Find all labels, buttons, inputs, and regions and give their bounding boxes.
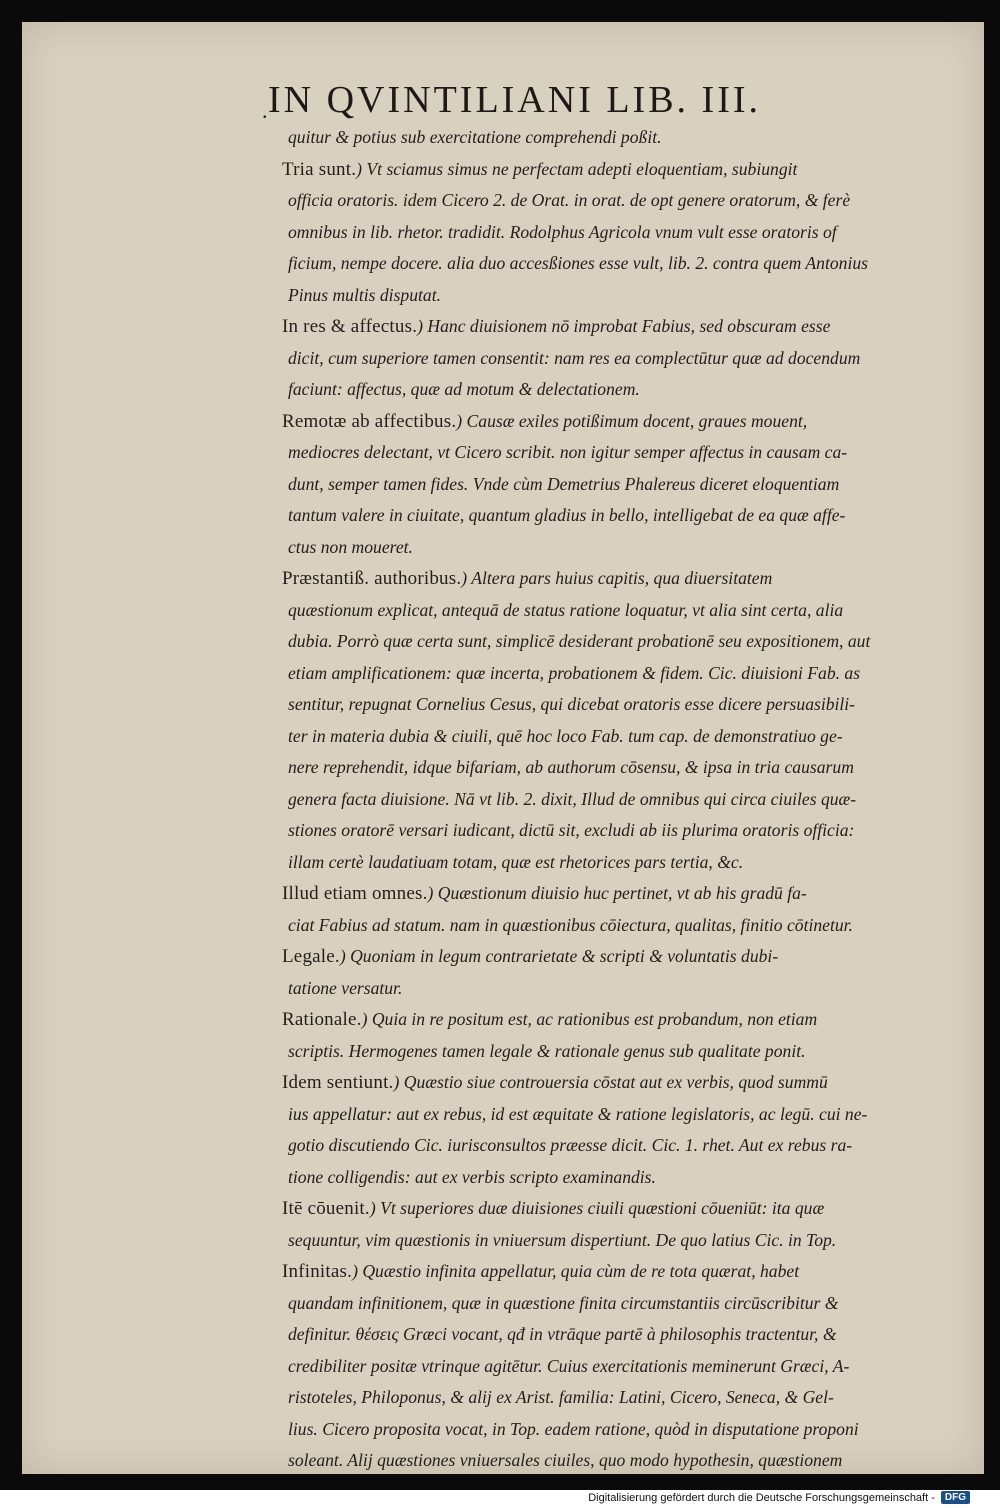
text-line xyxy=(288,1319,964,1351)
text-line xyxy=(282,311,964,343)
line-text: tione colligendis: aut ex verbis scripto examinandis. xyxy=(288,1166,656,1187)
line-text: definitur. θέσεις Græci vocant, qđ in vtrāque partē à philosophis tractentur, & xyxy=(288,1324,837,1344)
line-text: ) Altera pars huius capitis, qua diuersitatem xyxy=(461,568,773,588)
line-text: stiones oratorē versari iudicant, dictū sit, excludi ab iis plurima oratoris officia: xyxy=(288,820,855,840)
text-line xyxy=(288,1162,964,1194)
line-text: omnibus in lib. rhetor. tradidit. Rodolphus Agricola vnum vult esse oratoris of xyxy=(288,221,837,242)
text-line xyxy=(288,437,964,469)
line-text: ) Vt superiores duæ diuisiones ciuili quæstioni cōueniūt: ita quæ xyxy=(369,1198,825,1218)
line-text: Pinus multis disputat. xyxy=(288,284,441,305)
line-text: tantum valere in ciuitate, quantum gladius in bello, intelligebat de ea quæ affe- xyxy=(288,505,846,525)
line-text: ) Quæstio infinita appellatur, quia cùm de re tota quærat, habet xyxy=(352,1261,800,1281)
lemma: Illud etiam omnes. xyxy=(282,883,428,904)
text-line xyxy=(288,1382,964,1414)
commentary-text xyxy=(282,122,964,1477)
lemma: Itē cōuenit. xyxy=(282,1198,370,1219)
text-line xyxy=(288,1099,964,1131)
text-line xyxy=(282,1004,964,1036)
line-text: ) Quæstio siue controuersia cōstat aut ex verbis, quod summū xyxy=(393,1072,828,1092)
lemma: Infinitas. xyxy=(282,1261,353,1282)
digitization-credit xyxy=(588,1491,970,1504)
header-dot: . xyxy=(262,98,268,123)
line-text: sequuntur, vim quæstionis in vniuersum dispertiunt. De quo latius Cic. in Top. xyxy=(288,1229,837,1250)
text-line xyxy=(288,248,964,280)
text-line xyxy=(288,658,964,690)
text-line xyxy=(288,1288,964,1320)
line-text: mediocres delectant, vt Cicero scribit. non igitur semper affectus in causam ca- xyxy=(288,442,848,462)
lemma: Præstantiß. authoribus. xyxy=(282,568,462,589)
line-text: etiam amplificationem: quæ incerta, probationem & fidem. Cic. diuisioni Fab. as xyxy=(288,662,861,683)
text-line xyxy=(282,1256,964,1288)
text-line xyxy=(282,563,964,595)
text-line xyxy=(282,406,964,438)
text-line xyxy=(288,500,964,532)
text-line xyxy=(288,122,964,154)
lemma: Legale. xyxy=(282,946,340,967)
lemma: In res & affectus. xyxy=(282,316,418,337)
line-text: faciunt: affectus, quæ ad motum & delectationem. xyxy=(288,379,640,399)
line-text: sentitur, repugnat Cornelius Cesus, qui dicebat oratoris esse dicere persuasibili- xyxy=(288,694,856,714)
line-text: genera facta diuisione. Nā vt lib. 2. dixit, Illud de omnibus qui circa ciuiles quæ- xyxy=(288,788,857,809)
text-line xyxy=(288,1351,964,1383)
text-line xyxy=(288,721,964,753)
line-text: scriptis. Hermogenes tamen legale & rationale genus sub qualitate ponit. xyxy=(288,1040,806,1061)
line-text: ) Quoniam in legum contrarietate & scripti & voluntatis dubi- xyxy=(339,946,779,966)
line-text: dicit, cum superiore tamen consentit: nam res ea complectūtur quæ ad docendum xyxy=(288,347,861,368)
line-text: ctus non moueret. xyxy=(288,536,413,557)
text-line xyxy=(288,847,964,879)
lemma: Idem sentiunt. xyxy=(282,1072,394,1093)
text-line xyxy=(288,469,964,501)
text-line xyxy=(288,217,964,249)
line-text: gotio discutiendo Cic. iurisconsultos præesse dicit. Cic. 1. rhet. Aut ex rebus ra- xyxy=(288,1135,853,1155)
text-line xyxy=(288,689,964,721)
line-text: ristoteles, Philoponus, & alij ex Arist. familia: Latini, Cicero, Seneca, & Gel- xyxy=(288,1387,834,1407)
line-text: dubia. Porrò quæ certa sunt, simplicē desiderant probationē seu expositionem, aut xyxy=(288,631,871,651)
dfg-logo: DFG xyxy=(941,1491,970,1504)
text-line xyxy=(288,1225,964,1257)
text-line xyxy=(288,910,964,942)
lemma: Rationale. xyxy=(282,1009,362,1030)
line-text: quitur & potius sub exercitatione comprehendi poßit. xyxy=(288,127,662,147)
text-line xyxy=(288,784,964,816)
text-line xyxy=(282,1067,964,1099)
text-line xyxy=(288,280,964,312)
running-header: IN QVINTILIANI LIB. III. xyxy=(268,79,762,121)
text-line xyxy=(288,973,964,1005)
text-line xyxy=(288,595,964,627)
line-text: quæstionum explicat, antequā de status ratione loquatur, vt alia sint certa, alia xyxy=(288,599,844,620)
line-text: tatione versatur. xyxy=(288,977,403,998)
line-text: ) Quæstionum diuisio huc pertinet, vt ab his gradū fa- xyxy=(427,883,807,903)
line-text: ) Quia in re positum est, ac rationibus est probandum, non etiam xyxy=(361,1009,818,1029)
line-text: officia oratoris. idem Cicero 2. de Orat. in orat. de opt genere oratorum, & ferè xyxy=(288,190,851,210)
line-text: soleant. Alij quæstiones vniuersales ciuiles, quo modo hypothesin, quæstionem xyxy=(288,1450,843,1470)
line-text: quandam infinitionem, quæ in quæstione finita circumstantiis circūscribitur & xyxy=(288,1292,839,1313)
text-line xyxy=(288,185,964,217)
line-text: ter in materia dubia & ciuili, quē hoc loco Fab. tum cap. de demonstratiuo ge- xyxy=(288,725,843,746)
line-text: ciat Fabius ad statum. nam in quæstionibus cōiectura, qualitas, finitio cōtinetur. xyxy=(288,914,853,935)
text-line xyxy=(288,343,964,375)
text-line xyxy=(282,941,964,973)
line-text: lius. Cicero proposita vocat, in Top. eadem ratione, quòd in disputatione proponi xyxy=(288,1418,859,1439)
text-line xyxy=(288,532,964,564)
text-line xyxy=(288,1036,964,1068)
lemma: Tria sunt. xyxy=(282,158,357,180)
text-line xyxy=(288,1414,964,1446)
text-line xyxy=(288,752,964,784)
text-line xyxy=(288,815,964,847)
text-line xyxy=(288,374,964,406)
line-text: ius appellatur: aut ex rebus, id est æquitate & ratione legislatoris, ac legū. cui ne- xyxy=(288,1103,868,1124)
line-text: ficium, nempe docere. alia duo accesßiones esse vult, lib. 2. contra quem Antonius xyxy=(288,253,868,273)
text-line xyxy=(282,878,964,910)
line-text: ) Causæ exiles potißimum docent, graues mouent, xyxy=(456,410,808,431)
line-text: ) Vt sciamus simus ne perfectam adepti eloquentiam, subiungit xyxy=(356,158,798,179)
credit-text: Digitalisierung gefördert durch die Deutsche Forschungsgemeinschaft - xyxy=(588,1491,935,1504)
lemma: Remotæ ab affectibus. xyxy=(282,410,457,432)
text-line xyxy=(288,1130,964,1162)
line-text: illam certè laudatiuam totam, quæ est rhetorices pars tertia, &c. xyxy=(288,851,744,872)
text-line xyxy=(282,154,964,186)
text-line xyxy=(288,626,964,658)
line-text: nere reprehendit, idque bifariam, ab authorum cōsensu, & ipsa in tria causarum xyxy=(288,757,854,777)
line-text: ) Hanc diuisionem nō improbat Fabius, sed obscuram esse xyxy=(417,316,831,336)
line-text: credibiliter positæ vtrinque agitētur. Cuius exercitationis meminerunt Græci, A- xyxy=(288,1355,850,1376)
line-text: dunt, semper tamen fides. Vnde cùm Demetrius Phalereus diceret eloquentiam xyxy=(288,473,840,494)
text-line xyxy=(288,1445,964,1477)
text-line xyxy=(282,1193,964,1225)
